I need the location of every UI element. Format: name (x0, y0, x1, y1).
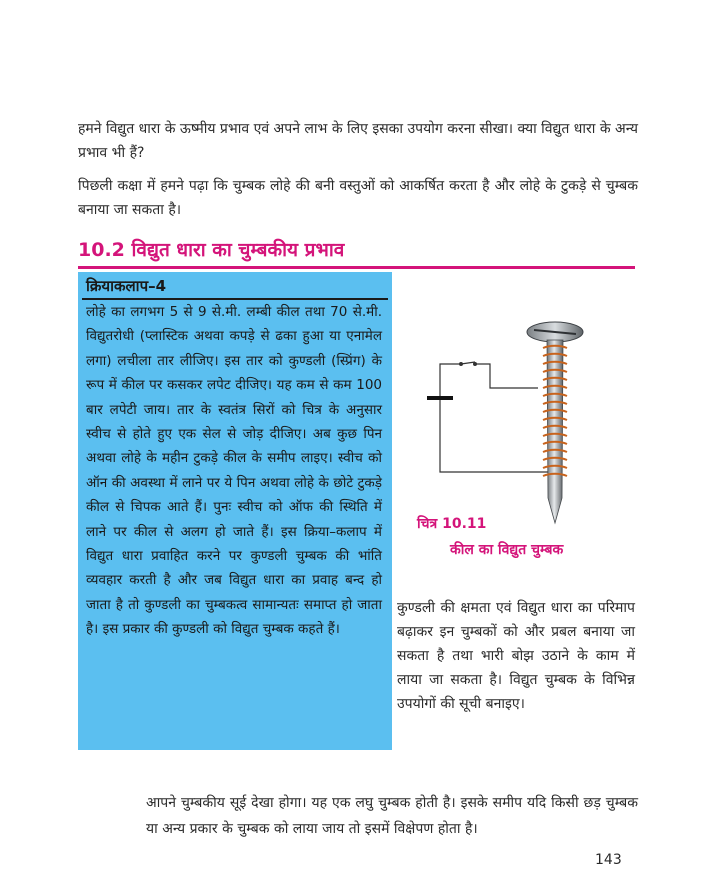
page-number: 143 (595, 852, 622, 868)
activity-body: लोहे का लगभग 5 से 9 से.मी. लम्बी कील तथा 70 से.मी. विद्युतरोधी (प्लास्टिक अथवा कपड़े से ढका हुआ या एनामेल लगा) लचीला तार लीजिए। इस तार को कुण्डली (स्प्रिंग) के रूप में कील पर कसकर लपेट दीजिए। यह कम से कम 100 बार लपेटी जाय। तार के स्वतंत्र सिरों को चित्र के अनुसार स्वीच से होते हुए एक सेल से जोड़ दीजिए। अब कुछ पिन अथवा लोहे के महीन टुकड़े कील के समीप लाइए। स्वीच को ऑन की अवस्था में लाने पर ये पिन अथवा लोहे के छोटे टुकड़े कील से चिपक आते हैं। पुनः स्वीच को ऑफ की स्थिति में लाने पर कील से अलग हो जाते हैं। इस क्रिया–कलाप में विद्युत धारा प्रवाहित करने पर कुण्डली चुम्बक की भांति व्यवहार करती है और जब विद्युत धारा का प्रवाह बन्द हो जाता है तो कुण्डली का चुम्बकत्व सामान्यतः समाप्त हो जाता है। इस प्रकार की कुण्डली को विद्युत चुम्बक कहते हैं। (86, 304, 382, 638)
activity-title: क्रियाकलाप–4 (86, 277, 167, 295)
cell-icon (427, 396, 453, 404)
nail-icon (527, 322, 583, 523)
bottom-paragraph: आपने चुम्बकीय सूई देखा होगा। यह एक लघु चुम्बक होती है। इसके समीप यदि किसी छड़ चुम्बक या अन्य प्रकार के चुम्बक को लाया जाय तो इसमें विक्षेपण होता है। (146, 795, 638, 837)
switch-icon (459, 362, 477, 366)
figure-caption: कील का विद्युत चुम्बक (450, 542, 564, 558)
section-heading: 10.2 विद्युत धारा का चुम्बकीय प्रभाव (78, 239, 345, 261)
figure-number: चित्र 10.11 (417, 516, 487, 532)
electromagnet-figure (400, 318, 640, 538)
circuit-wires (440, 364, 555, 472)
side-paragraph: कुण्डली की क्षमता एवं विद्युत धारा का परिमाप बढ़ाकर इन चुम्बकों को और प्रबल बनाया जा सकता है तथा भारी बोझ उठाने के काम में लाया जा सकता है। विद्युत चुम्बक के विभिन्न उपयोगों की सूची बनाइए। (397, 600, 635, 712)
section-heading-underline (78, 266, 635, 269)
intro-paragraph-1: हमने विद्युत धारा के ऊष्मीय प्रभाव एवं अपने लाभ के लिए इसका उपयोग करना सीखा। क्या विद्युत धारा के अन्य प्रभाव भी हैं? (78, 121, 638, 161)
intro-paragraph-2: पिछली कक्षा में हमने पढ़ा कि चुम्बक लोहे की बनी वस्तुओं को आकर्षित करता है और लोहे के टुकड़े से चुम्बक बनाया जा सकता है। (78, 178, 638, 218)
